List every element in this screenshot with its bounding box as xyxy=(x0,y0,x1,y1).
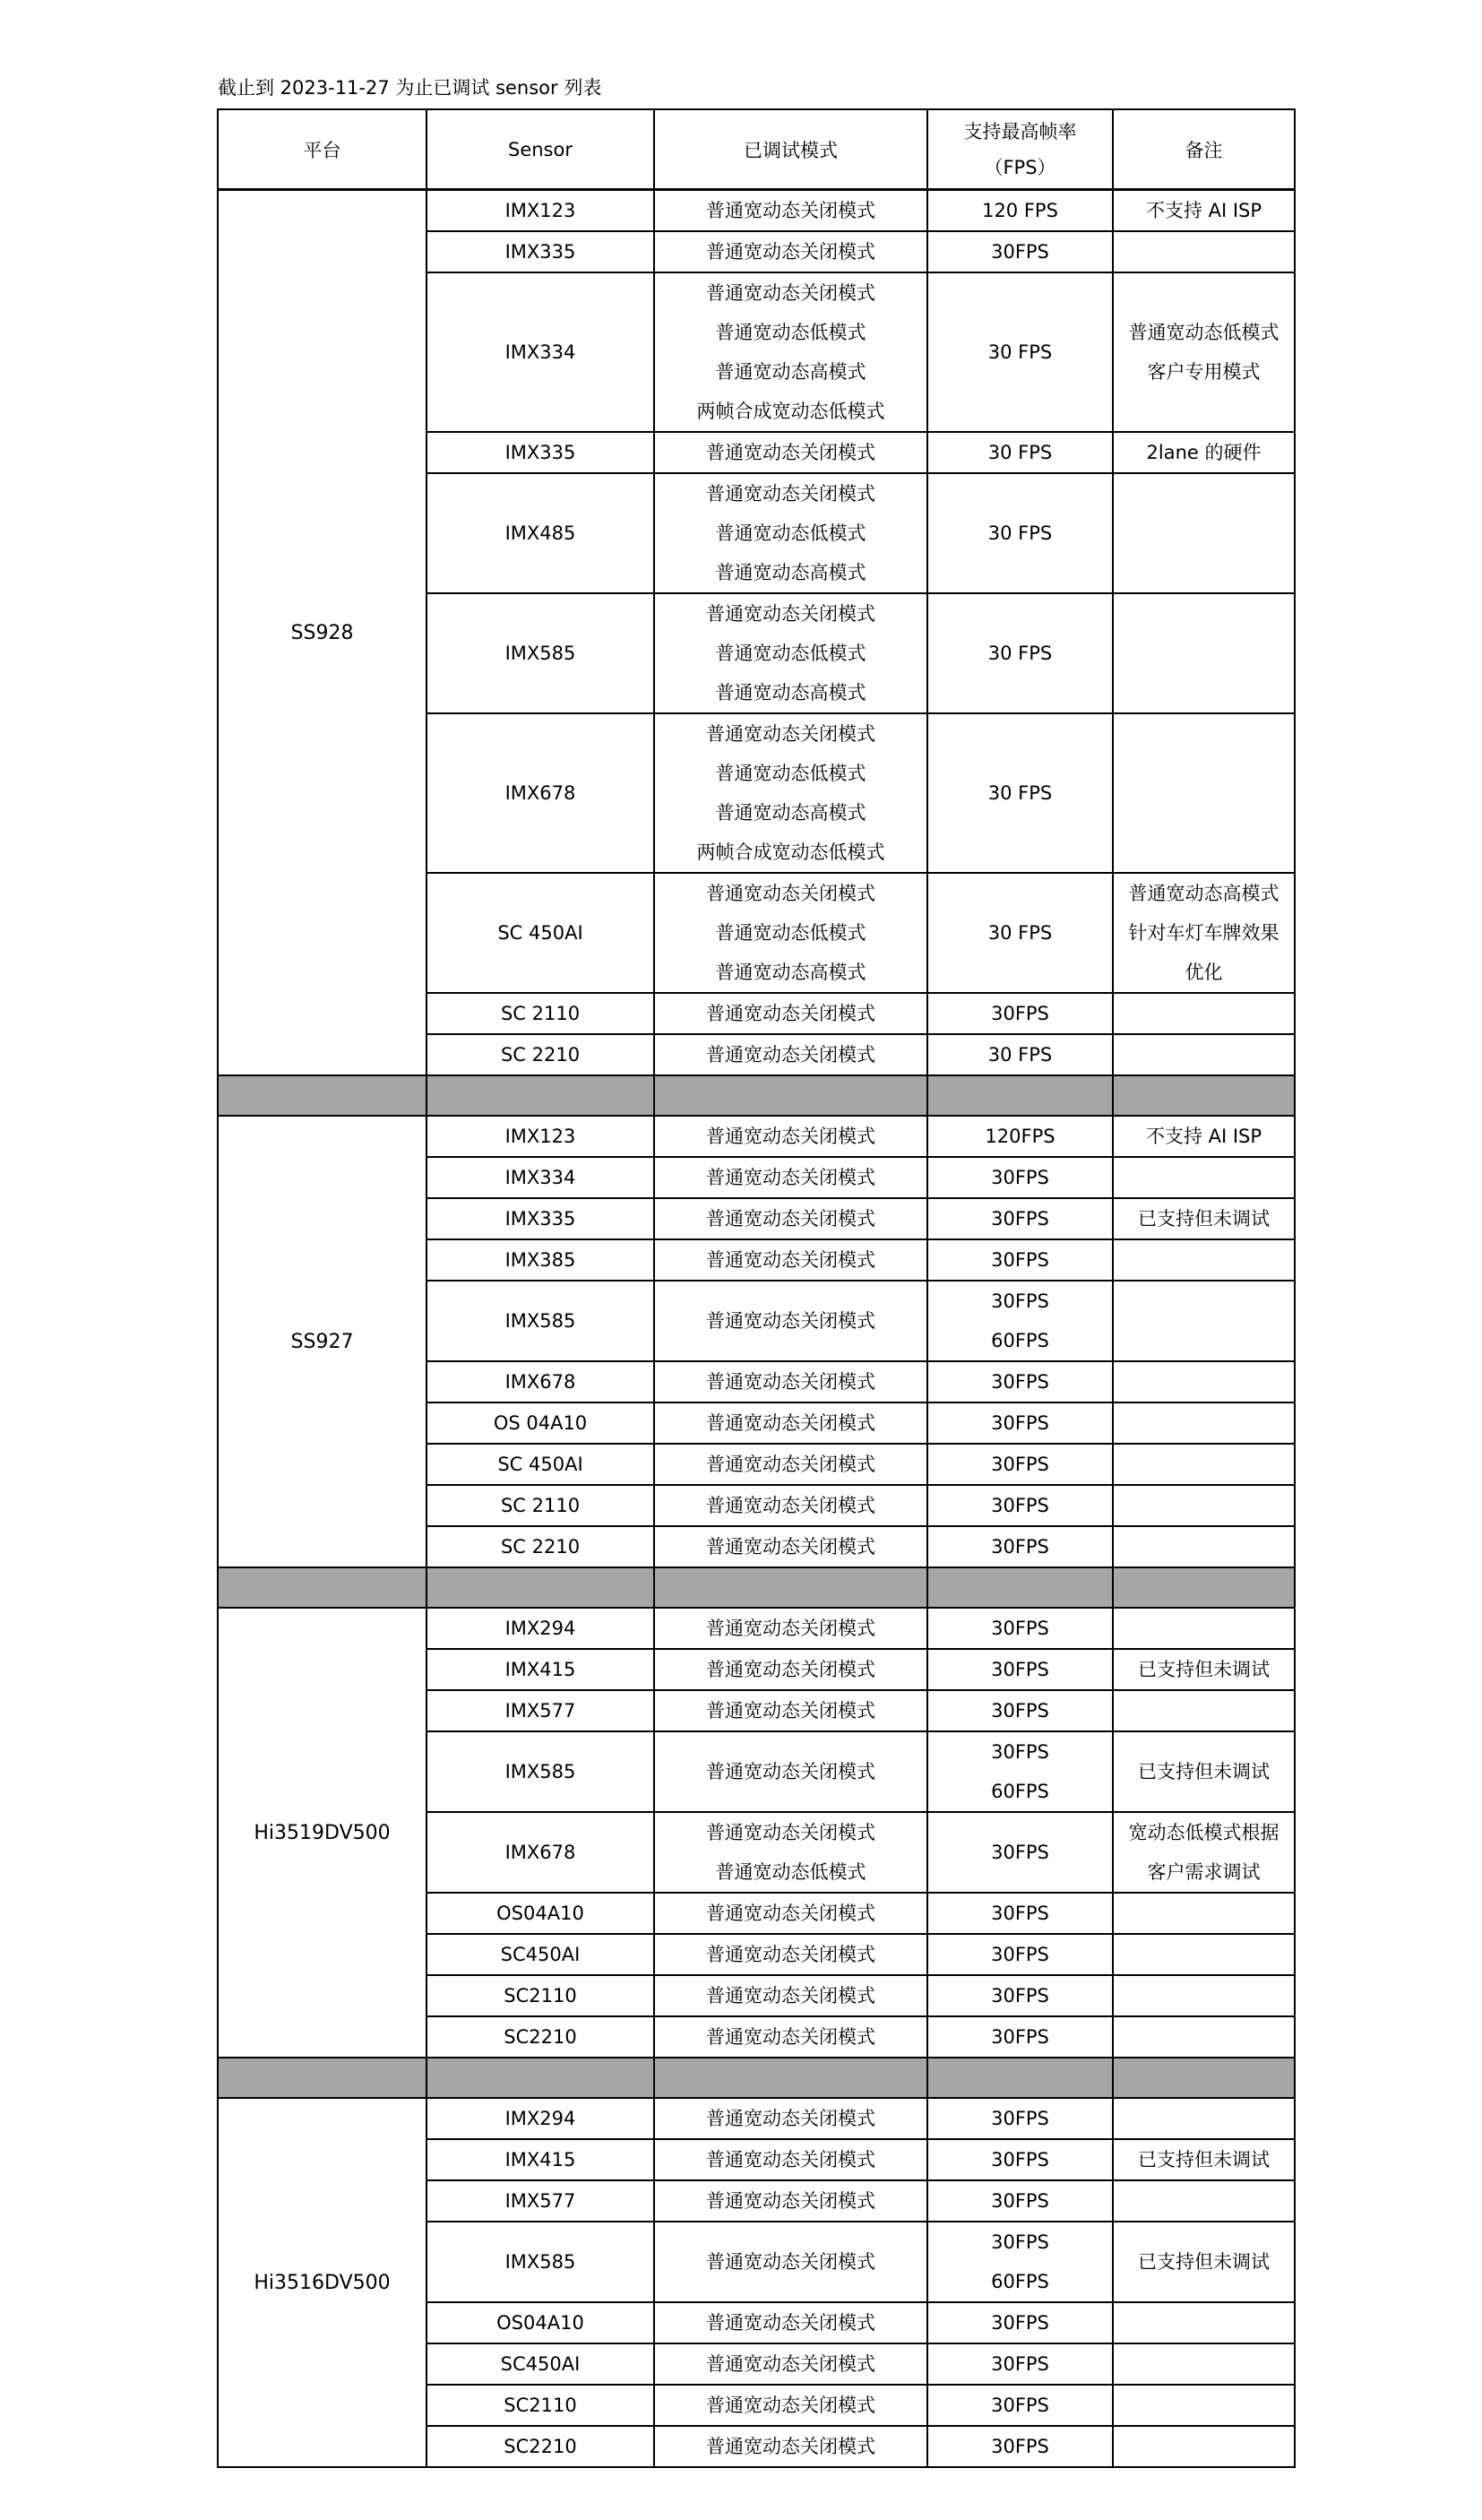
group-separator-row xyxy=(218,1075,1295,1116)
sensor-cell: IMX678 xyxy=(427,713,654,873)
note-cell-line: 不支持 AI ISP xyxy=(1145,1126,1262,1147)
fps-cell-line: 30FPS xyxy=(991,2231,1049,2253)
fps-cell-line: 60FPS xyxy=(991,2271,1049,2292)
mode-cell-line: 普通宽动态高模式 xyxy=(715,562,866,583)
fps-cell-line: 30FPS xyxy=(991,1903,1049,1924)
fps-cell xyxy=(927,713,1113,873)
mode-cell-line: 普通宽动态关闭模式 xyxy=(706,723,875,745)
fps-cell-line: 30FPS xyxy=(991,1536,1049,1558)
sensor-cell: SC450AI xyxy=(427,1934,654,1975)
mode-cell xyxy=(654,2343,927,2385)
sensor-cell: OS 04A10 xyxy=(427,1402,654,1444)
separator-cell xyxy=(218,1567,427,1608)
fps-cell xyxy=(927,432,1113,473)
mode-cell-line: 两帧合成宽动态低模式 xyxy=(696,401,885,422)
fps-cell-line: 30FPS xyxy=(991,2436,1049,2457)
note-cell xyxy=(1113,432,1295,473)
mode-cell-line: 普通宽动态关闭模式 xyxy=(706,1371,875,1393)
fps-cell xyxy=(927,2343,1113,2385)
fps-cell-line: 30FPS xyxy=(991,1944,1049,1965)
mode-cell-line: 普通宽动态关闭模式 xyxy=(706,2436,875,2457)
note-cell xyxy=(1113,2385,1295,2426)
fps-cell-line: 30FPS xyxy=(991,1412,1049,1434)
header-fps xyxy=(927,109,1113,190)
header-modes: 已调试模式 xyxy=(654,109,927,190)
fps-cell xyxy=(927,1608,1113,1649)
fps-cell xyxy=(927,1444,1113,1485)
fps-cell xyxy=(927,2139,1113,2180)
fps-cell-line: 30 FPS xyxy=(987,341,1053,363)
mode-cell xyxy=(654,993,927,1034)
fps-cell xyxy=(927,1812,1113,1893)
separator-cell xyxy=(1113,1075,1295,1116)
header-fps-line2: （FPS） xyxy=(984,156,1056,178)
mode-cell-line: 普通宽动态关闭模式 xyxy=(706,442,875,463)
separator-cell xyxy=(218,1075,427,1116)
mode-cell xyxy=(654,231,927,272)
sensor-cell: SC 2110 xyxy=(427,1485,654,1526)
mode-cell-line: 普通宽动态关闭模式 xyxy=(706,1944,875,1965)
mode-cell xyxy=(654,1485,927,1526)
mode-cell xyxy=(654,713,927,873)
mode-cell-line: 普通宽动态关闭模式 xyxy=(706,1618,875,1639)
note-cell xyxy=(1113,1649,1295,1690)
mode-cell-line: 普通宽动态关闭模式 xyxy=(706,2312,875,2334)
platform-cell: SS927 xyxy=(218,1116,427,1567)
note-cell xyxy=(1113,1361,1295,1402)
mode-cell-line: 普通宽动态关闭模式 xyxy=(706,1126,875,1147)
mode-cell xyxy=(654,1444,927,1485)
note-cell-line: 优化 xyxy=(1185,962,1223,983)
fps-cell xyxy=(927,593,1113,713)
mode-cell xyxy=(654,2098,927,2139)
note-cell xyxy=(1113,1975,1295,2016)
fps-cell xyxy=(927,190,1113,232)
note-cell xyxy=(1113,2222,1295,2302)
mode-cell xyxy=(654,593,927,713)
mode-cell xyxy=(654,190,927,232)
mode-cell-line: 普通宽动态关闭模式 xyxy=(706,1167,875,1188)
mode-cell-line: 普通宽动态关闭模式 xyxy=(706,1454,875,1475)
sensor-cell: IMX585 xyxy=(427,1281,654,1361)
fps-cell-line: 30FPS xyxy=(991,1741,1049,1763)
mode-cell xyxy=(654,1116,927,1157)
fps-cell xyxy=(927,473,1113,593)
mode-cell xyxy=(654,1934,927,1975)
mode-cell xyxy=(654,1893,927,1934)
mode-cell-line: 普通宽动态低模式 xyxy=(715,643,866,664)
separator-cell xyxy=(927,1567,1113,1608)
header-platform: 平台 xyxy=(218,109,427,190)
mode-cell-line: 普通宽动态关闭模式 xyxy=(706,200,875,221)
note-cell xyxy=(1113,2343,1295,2385)
sensor-cell: IMX294 xyxy=(427,2098,654,2139)
mode-cell-line: 普通宽动态关闭模式 xyxy=(706,1536,875,1558)
note-cell xyxy=(1113,1402,1295,1444)
mode-cell xyxy=(654,2222,927,2302)
fps-cell-line: 30FPS xyxy=(991,241,1049,263)
separator-cell xyxy=(654,1567,927,1608)
fps-cell xyxy=(927,1526,1113,1567)
table-row xyxy=(218,190,1295,232)
header-sensor: Sensor xyxy=(427,109,654,190)
fps-cell xyxy=(927,873,1113,993)
fps-cell xyxy=(927,272,1113,432)
group-separator-row xyxy=(218,2058,1295,2098)
mode-cell xyxy=(654,1608,927,1649)
fps-cell-line: 30FPS xyxy=(991,1167,1049,1188)
fps-cell xyxy=(927,2302,1113,2343)
fps-cell xyxy=(927,1731,1113,1812)
sensor-cell: IMX577 xyxy=(427,2180,654,2222)
sensor-cell: SC450AI xyxy=(427,2343,654,2385)
mode-cell xyxy=(654,1361,927,1402)
mode-cell-line: 普通宽动态关闭模式 xyxy=(706,2149,875,2170)
mode-cell-line: 普通宽动态关闭模式 xyxy=(706,883,875,904)
separator-cell xyxy=(654,2058,927,2098)
mode-cell xyxy=(654,1690,927,1731)
platform-cell: Hi3516DV500 xyxy=(218,2098,427,2467)
fps-cell-line: 30 FPS xyxy=(987,782,1053,804)
mode-cell-line: 普通宽动态关闭模式 xyxy=(706,1249,875,1271)
note-cell xyxy=(1113,2098,1295,2139)
mode-cell xyxy=(654,2426,927,2467)
fps-cell-line: 60FPS xyxy=(991,1781,1049,1802)
mode-cell xyxy=(654,1034,927,1075)
fps-cell-line: 60FPS xyxy=(991,1330,1049,1351)
fps-cell-line: 30FPS xyxy=(991,1985,1049,2007)
sensor-cell: IMX123 xyxy=(427,190,654,232)
mode-cell-line: 普通宽动态低模式 xyxy=(715,522,866,544)
fps-cell xyxy=(927,1361,1113,1402)
mode-cell-line: 普通宽动态关闭模式 xyxy=(706,2026,875,2048)
fps-cell xyxy=(927,1116,1113,1157)
fps-cell xyxy=(927,1402,1113,1444)
fps-cell-line: 30FPS xyxy=(991,1454,1049,1475)
note-cell-line: 普通宽动态低模式 xyxy=(1128,322,1280,343)
note-cell-line: 已支持但未调试 xyxy=(1138,1659,1270,1680)
note-cell xyxy=(1113,1281,1295,1361)
mode-cell xyxy=(654,873,927,993)
table-row xyxy=(218,1608,1295,1649)
fps-cell xyxy=(927,1034,1113,1075)
sensor-cell: IMX335 xyxy=(427,432,654,473)
table-header-row xyxy=(218,109,1295,190)
mode-cell xyxy=(654,272,927,432)
fps-cell xyxy=(927,1281,1113,1361)
note-cell-line: 客户专用模式 xyxy=(1147,361,1261,383)
sensor-cell: IMX585 xyxy=(427,2222,654,2302)
mode-cell-line: 普通宽动态关闭模式 xyxy=(706,1044,875,1066)
mode-cell xyxy=(654,1281,927,1361)
fps-cell xyxy=(927,231,1113,272)
note-cell xyxy=(1113,1444,1295,1485)
fps-cell xyxy=(927,2426,1113,2467)
note-cell xyxy=(1113,2426,1295,2467)
sensor-cell: SC2110 xyxy=(427,1975,654,2016)
mode-cell xyxy=(654,1812,927,1893)
separator-cell xyxy=(654,1075,927,1116)
sensor-cell: IMX415 xyxy=(427,1649,654,1690)
mode-cell-line: 普通宽动态关闭模式 xyxy=(706,1310,875,1332)
header-fps-line1: 支持最高帧率 xyxy=(963,120,1077,142)
document-title: 截止到 2023-11-27 为止已调试 sensor 列表 xyxy=(218,77,602,99)
mode-cell xyxy=(654,2302,927,2343)
separator-cell xyxy=(427,1075,654,1116)
mode-cell-line: 普通宽动态关闭模式 xyxy=(706,2108,875,2129)
mode-cell-line: 普通宽动态关闭模式 xyxy=(706,2353,875,2375)
fps-cell xyxy=(927,1485,1113,1526)
sensor-cell: IMX334 xyxy=(427,272,654,432)
sensor-cell: IMX123 xyxy=(427,1116,654,1157)
mode-cell xyxy=(654,1239,927,1281)
note-cell xyxy=(1113,2016,1295,2058)
separator-cell xyxy=(427,1567,654,1608)
mode-cell xyxy=(654,2385,927,2426)
mode-cell xyxy=(654,1526,927,1567)
separator-cell xyxy=(1113,1567,1295,1608)
fps-cell xyxy=(927,1198,1113,1239)
mode-cell xyxy=(654,1975,927,2016)
mode-cell-line: 普通宽动态关闭模式 xyxy=(706,1208,875,1230)
note-cell-line: 宽动态低模式根据 xyxy=(1128,1822,1280,1843)
note-cell xyxy=(1113,593,1295,713)
fps-cell-line: 120FPS xyxy=(985,1126,1055,1147)
sensor-cell: IMX678 xyxy=(427,1361,654,1402)
note-cell xyxy=(1113,231,1295,272)
note-cell xyxy=(1113,1198,1295,1239)
fps-cell-line: 30FPS xyxy=(991,1371,1049,1393)
fps-cell xyxy=(927,2180,1113,2222)
mode-cell-line: 普通宽动态高模式 xyxy=(715,962,866,983)
sensor-cell: IMX485 xyxy=(427,473,654,593)
sensor-cell: IMX585 xyxy=(427,1731,654,1812)
fps-cell-line: 30FPS xyxy=(991,1290,1049,1312)
table-body xyxy=(218,190,1295,2468)
note-cell xyxy=(1113,1812,1295,1893)
separator-cell xyxy=(218,2058,427,2098)
sensor-cell: SC 2110 xyxy=(427,993,654,1034)
table-row xyxy=(218,2098,1295,2139)
platform-cell: Hi3519DV500 xyxy=(218,1608,427,2058)
fps-cell-line: 30FPS xyxy=(991,2395,1049,2416)
sensor-cell: SC 2210 xyxy=(427,1526,654,1567)
sensor-cell: IMX334 xyxy=(427,1157,654,1198)
note-cell xyxy=(1113,1485,1295,1526)
note-cell xyxy=(1113,1157,1295,1198)
mode-cell xyxy=(654,1198,927,1239)
fps-cell-line: 30FPS xyxy=(991,2312,1049,2334)
mode-cell xyxy=(654,1649,927,1690)
fps-cell xyxy=(927,1239,1113,1281)
sensor-cell: SC2210 xyxy=(427,2426,654,2467)
sensor-table xyxy=(217,108,1296,2468)
note-cell xyxy=(1113,1034,1295,1075)
mode-cell xyxy=(654,2016,927,2058)
mode-cell xyxy=(654,432,927,473)
note-cell-line: 普通宽动态高模式 xyxy=(1128,883,1280,904)
note-cell-line: 已支持但未调试 xyxy=(1138,1208,1270,1230)
fps-cell-line: 30 FPS xyxy=(987,922,1053,944)
mode-cell-line: 普通宽动态关闭模式 xyxy=(706,603,875,625)
note-cell xyxy=(1113,1690,1295,1731)
mode-cell-line: 两帧合成宽动态低模式 xyxy=(696,841,885,863)
note-cell-line: 不支持 AI ISP xyxy=(1145,200,1262,221)
mode-cell xyxy=(654,1157,927,1198)
sensor-cell: IMX577 xyxy=(427,1690,654,1731)
fps-cell xyxy=(927,1157,1113,1198)
note-cell xyxy=(1113,1239,1295,1281)
mode-cell-line: 普通宽动态低模式 xyxy=(715,322,866,343)
note-cell xyxy=(1113,873,1295,993)
note-cell-line: 针对车灯车牌效果 xyxy=(1128,922,1280,944)
fps-cell xyxy=(927,1649,1113,1690)
fps-cell-line: 30FPS xyxy=(991,1659,1049,1680)
mode-cell xyxy=(654,473,927,593)
mode-cell-line: 普通宽动态关闭模式 xyxy=(706,1495,875,1516)
fps-cell-line: 30FPS xyxy=(991,2353,1049,2375)
mode-cell-line: 普通宽动态低模式 xyxy=(715,1861,866,1883)
separator-cell xyxy=(927,2058,1113,2098)
separator-cell xyxy=(1113,2058,1295,2098)
mode-cell-line: 普通宽动态关闭模式 xyxy=(706,2251,875,2273)
mode-cell-line: 普通宽动态关闭模式 xyxy=(706,1412,875,1434)
fps-cell-line: 30 FPS xyxy=(987,522,1053,544)
fps-cell-line: 30FPS xyxy=(991,2108,1049,2129)
note-cell-line: 2lane 的硬件 xyxy=(1146,442,1262,463)
sensor-cell: SC 2210 xyxy=(427,1034,654,1075)
platform-cell: SS928 xyxy=(218,190,427,1076)
mode-cell-line: 普通宽动态高模式 xyxy=(715,361,866,383)
sensor-cell: OS04A10 xyxy=(427,1893,654,1934)
mode-cell-line: 普通宽动态低模式 xyxy=(715,763,866,784)
mode-cell-line: 普通宽动态关闭模式 xyxy=(706,2190,875,2212)
fps-cell-line: 30FPS xyxy=(991,1700,1049,1722)
fps-cell xyxy=(927,2098,1113,2139)
note-cell-line: 已支持但未调试 xyxy=(1138,2251,1270,2273)
group-separator-row xyxy=(218,1567,1295,1608)
note-cell xyxy=(1113,1731,1295,1812)
fps-cell xyxy=(927,2222,1113,2302)
mode-cell-line: 普通宽动态高模式 xyxy=(715,802,866,824)
sensor-cell: IMX335 xyxy=(427,231,654,272)
note-cell xyxy=(1113,1116,1295,1157)
note-cell xyxy=(1113,2180,1295,2222)
fps-cell-line: 30FPS xyxy=(991,2149,1049,2170)
fps-cell-line: 120 FPS xyxy=(982,200,1058,221)
fps-cell-line: 30FPS xyxy=(991,1249,1049,1271)
header-note: 备注 xyxy=(1113,109,1295,190)
mode-cell-line: 普通宽动态关闭模式 xyxy=(706,1659,875,1680)
mode-cell-line: 普通宽动态关闭模式 xyxy=(706,1985,875,2007)
note-cell-line: 客户需求调试 xyxy=(1147,1861,1261,1883)
fps-cell-line: 30 FPS xyxy=(987,442,1053,463)
sensor-cell: IMX415 xyxy=(427,2139,654,2180)
fps-cell xyxy=(927,1934,1113,1975)
fps-cell-line: 30FPS xyxy=(991,1208,1049,1230)
note-cell-line: 已支持但未调试 xyxy=(1138,1761,1270,1782)
fps-cell xyxy=(927,1690,1113,1731)
note-cell xyxy=(1113,1608,1295,1649)
sensor-cell: SC2210 xyxy=(427,2016,654,2058)
note-cell xyxy=(1113,993,1295,1034)
note-cell xyxy=(1113,2139,1295,2180)
mode-cell-line: 普通宽动态关闭模式 xyxy=(706,1700,875,1722)
mode-cell-line: 普通宽动态低模式 xyxy=(715,922,866,944)
mode-cell-line: 普通宽动态关闭模式 xyxy=(706,483,875,505)
fps-cell xyxy=(927,2385,1113,2426)
mode-cell-line: 普通宽动态关闭模式 xyxy=(706,1903,875,1924)
note-cell-line: 已支持但未调试 xyxy=(1138,2149,1270,2170)
table-row xyxy=(218,1116,1295,1157)
note-cell xyxy=(1113,1526,1295,1567)
note-cell xyxy=(1113,713,1295,873)
fps-cell xyxy=(927,993,1113,1034)
fps-cell xyxy=(927,2016,1113,2058)
mode-cell-line: 普通宽动态关闭模式 xyxy=(706,282,875,304)
note-cell xyxy=(1113,272,1295,432)
mode-cell xyxy=(654,2139,927,2180)
mode-cell-line: 普通宽动态关闭模式 xyxy=(706,1003,875,1024)
note-cell xyxy=(1113,1934,1295,1975)
sensor-cell: SC 450AI xyxy=(427,1444,654,1485)
fps-cell-line: 30FPS xyxy=(991,1618,1049,1639)
separator-cell xyxy=(427,2058,654,2098)
note-cell xyxy=(1113,2302,1295,2343)
mode-cell-line: 普通宽动态高模式 xyxy=(715,682,866,703)
sensor-cell: IMX385 xyxy=(427,1239,654,1281)
fps-cell xyxy=(927,1975,1113,2016)
sensor-cell: OS04A10 xyxy=(427,2302,654,2343)
separator-cell xyxy=(927,1075,1113,1116)
mode-cell xyxy=(654,2180,927,2222)
mode-cell-line: 普通宽动态关闭模式 xyxy=(706,241,875,263)
mode-cell xyxy=(654,1402,927,1444)
fps-cell-line: 30FPS xyxy=(991,1495,1049,1516)
mode-cell-line: 普通宽动态关闭模式 xyxy=(706,2395,875,2416)
fps-cell-line: 30 FPS xyxy=(987,643,1053,664)
note-cell xyxy=(1113,1893,1295,1934)
fps-cell-line: 30 FPS xyxy=(987,1044,1053,1066)
sensor-cell: SC 450AI xyxy=(427,873,654,993)
sensor-cell: IMX678 xyxy=(427,1812,654,1893)
sensor-cell: IMX585 xyxy=(427,593,654,713)
fps-cell-line: 30FPS xyxy=(991,2026,1049,2048)
note-cell xyxy=(1113,190,1295,232)
sensor-cell: IMX335 xyxy=(427,1198,654,1239)
mode-cell xyxy=(654,1731,927,1812)
fps-cell-line: 30FPS xyxy=(991,2190,1049,2212)
note-cell xyxy=(1113,473,1295,593)
fps-cell-line: 30FPS xyxy=(991,1003,1049,1024)
sensor-cell: IMX294 xyxy=(427,1608,654,1649)
sensor-cell: SC2110 xyxy=(427,2385,654,2426)
mode-cell-line: 普通宽动态关闭模式 xyxy=(706,1761,875,1782)
fps-cell-line: 30FPS xyxy=(991,1842,1049,1863)
fps-cell xyxy=(927,1893,1113,1934)
mode-cell-line: 普通宽动态关闭模式 xyxy=(706,1822,875,1843)
